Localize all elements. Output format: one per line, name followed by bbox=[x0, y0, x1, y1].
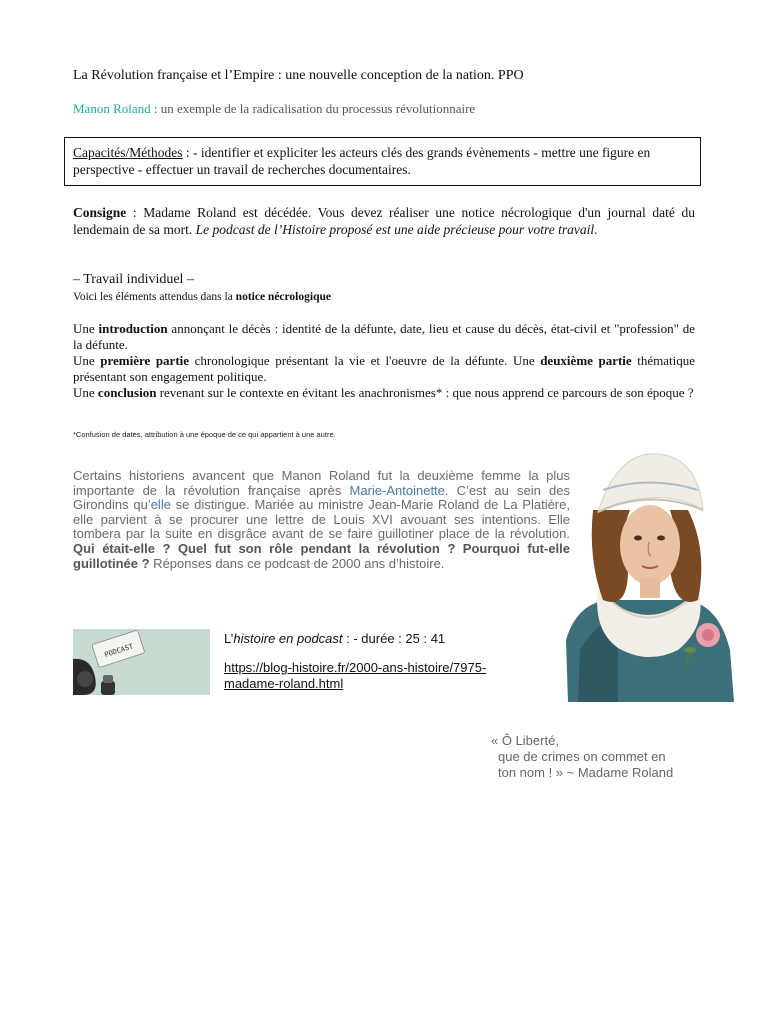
element-introduction bbox=[73, 321, 695, 353]
consigne bbox=[73, 204, 695, 238]
microphone-icon bbox=[101, 681, 115, 695]
text: chronologique présentant la vie et l'oeuvre de la défunte. Une bbox=[189, 353, 541, 368]
quote bbox=[491, 733, 711, 781]
text: . C’est au sein des Girondins qu’ bbox=[73, 482, 570, 513]
madame-roland-portrait bbox=[558, 450, 738, 702]
text: Certains historiens avancent que Manon Roland fut la deuxième femme la plus importante de la révolution française après bbox=[73, 468, 570, 498]
expected-elements bbox=[73, 321, 695, 401]
text: Réponses dans ce podcast de 2000 ans d’histoire. bbox=[149, 555, 445, 571]
keyword: première partie bbox=[100, 353, 190, 368]
travail-intro-text: Voici les éléments attendus dans la bbox=[73, 291, 236, 303]
podcast-image bbox=[73, 629, 210, 695]
subtitle-name: Manon Roland bbox=[73, 101, 151, 116]
text: revenant sur le contexte en évitant les anachronismes* : que nous apprend ce parcours de son époque ? bbox=[156, 385, 694, 400]
consigne-italic: Le podcast de l’Histoire proposé est une aide précieuse pour votre travail bbox=[195, 222, 595, 237]
intro-paragraph bbox=[73, 469, 570, 571]
portrait-illustration bbox=[558, 450, 738, 702]
podcast-duration: : - durée : 25 : 41 bbox=[342, 631, 446, 646]
text: annonçant le décès : identité de la défunte, date, lieu et cause du décès, état-civil et "profession" de la défunte. bbox=[73, 321, 695, 352]
link-elle[interactable]: elle bbox=[150, 497, 171, 513]
podcast-title: histoire en podcast bbox=[233, 631, 343, 646]
text: Une bbox=[73, 321, 99, 336]
capacites-label: Capacités/Méthodes bbox=[73, 145, 183, 160]
element-parties bbox=[73, 353, 695, 385]
travail-title: – Travail individuel – bbox=[73, 272, 194, 287]
text: thématique présentant son engagement politique. bbox=[73, 353, 696, 384]
element-conclusion bbox=[73, 385, 695, 401]
text: Une bbox=[73, 385, 98, 400]
consigne-label: Consigne bbox=[73, 205, 127, 220]
podcast-thumbnail bbox=[73, 629, 210, 695]
footnote: *Confusion de dates, attribution à une époque de ce qui appartient à une autre. bbox=[73, 430, 336, 439]
text: se distingue. Mariée au ministre Jean-Marie Roland de La Platière, elle parvient à se procurer une lettre de Louis XVI avouant ses intentions. Elle tombera par la suite en disgrâce avant de se faire guillotiner place de la révolution. bbox=[73, 497, 570, 542]
travail-intro bbox=[73, 291, 331, 303]
keyword: introduction bbox=[98, 321, 168, 336]
text: Une bbox=[73, 353, 101, 368]
keyword: deuxième partie bbox=[540, 353, 632, 368]
text: L’ bbox=[224, 631, 234, 646]
consigne-end: . bbox=[594, 222, 598, 237]
quote-line-2: que de crimes on commet en bbox=[498, 749, 666, 764]
link-marie-antoinette[interactable]: Marie-Antoinette bbox=[349, 482, 445, 498]
capacites-box bbox=[64, 137, 701, 186]
capacites-text: : - identifier et expliciter les acteurs clés des grands évènements - mettre une figure en perspective - effectuer un travail de recherches documentaires. bbox=[73, 145, 651, 177]
document-title: La Révolution française et l’Empire : une nouvelle conception de la nation. PPO bbox=[73, 68, 524, 83]
subtitle-rest: : un exemple de la radicalisation du processus révolutionnaire bbox=[150, 101, 476, 116]
questions: Qui était-elle ? Quel fut son rôle pendant la révolution ? Pourquoi fut-elle guillotinée ? bbox=[73, 540, 570, 571]
consigne-text: : Madame Roland est décédée. Vous devez réaliser une notice nécrologique d'un journal daté du lendemain de sa mort. bbox=[73, 205, 695, 237]
subtitle bbox=[73, 101, 475, 117]
podcast-link[interactable]: https://blog-histoire.fr/2000-ans-histoire/7975-madame-roland.html bbox=[224, 660, 487, 691]
travail-intro-bold: notice nécrologique bbox=[235, 291, 331, 303]
keyword: conclusion bbox=[97, 385, 157, 400]
quote-line-3: ton nom ! » ~ Madame Roland bbox=[498, 765, 674, 780]
podcast-info bbox=[224, 631, 445, 646]
quote-line-1: « Ô Liberté, bbox=[491, 733, 559, 748]
podcast-sign-text: PODCAST bbox=[103, 642, 135, 660]
